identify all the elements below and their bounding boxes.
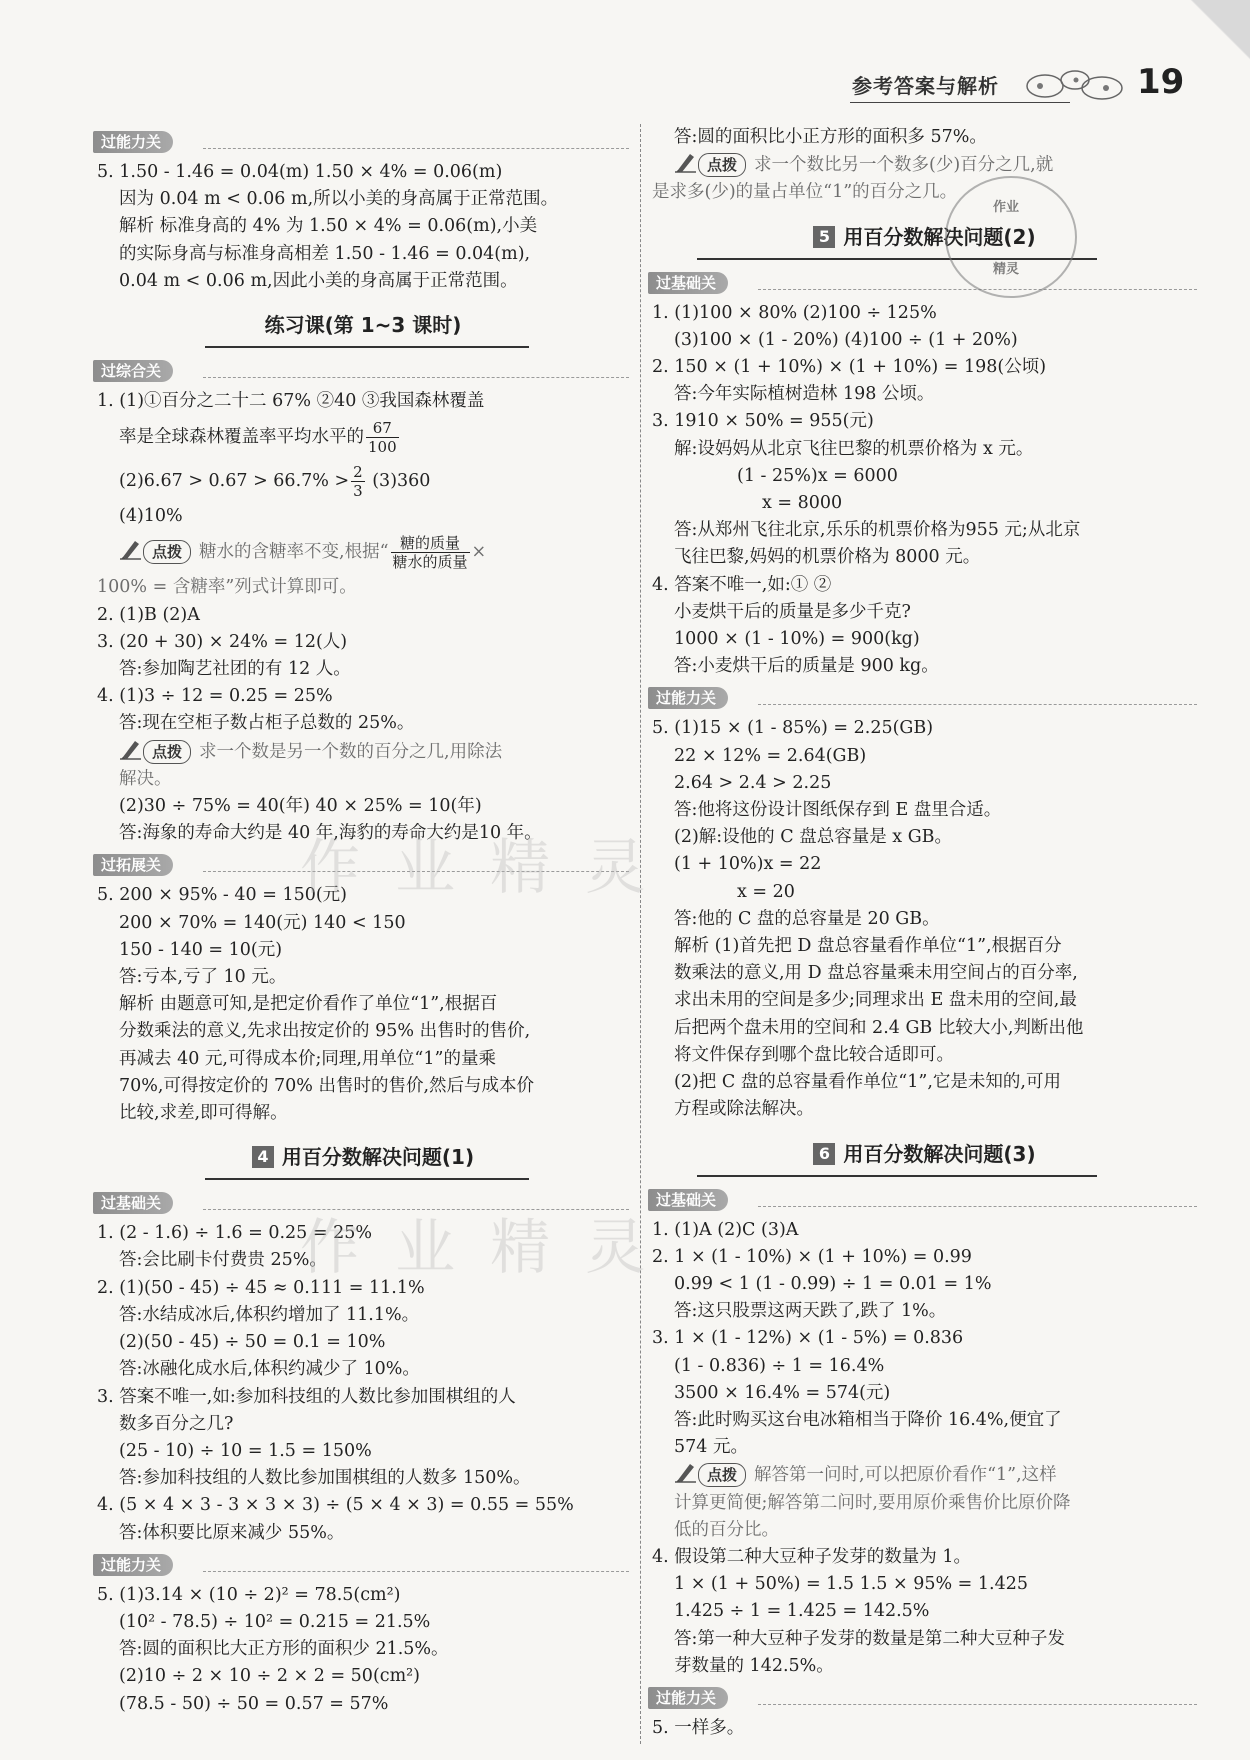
answer-line — [97, 213, 629, 240]
answer-text: 5. 200 × 95% - 40 = 150(元) — [97, 885, 347, 906]
lesson-number-badge: 6 — [813, 1143, 835, 1165]
answer-text: 小麦烘干后的质量是多少千克? — [674, 601, 911, 622]
answer-line — [652, 1407, 1197, 1434]
level-tag: 过基础关 — [93, 1192, 173, 1214]
section-title-label: 练习课(第 1~3 课时) — [264, 313, 462, 338]
answer-line — [97, 1520, 629, 1547]
tip-line — [97, 738, 629, 766]
answer-line — [97, 793, 629, 820]
answer-text: 3. 1910 × 50% = 955(元) — [652, 411, 874, 432]
fraction — [366, 419, 399, 456]
answer-text: 2. (1)B (2)A — [97, 604, 200, 625]
section-title-text — [97, 1137, 629, 1177]
dashed-rule — [203, 148, 629, 149]
answer-line — [652, 851, 1197, 878]
answer-line — [652, 1434, 1197, 1461]
watermark: 作 业 精 灵 — [300, 833, 654, 903]
lesson-number-badge: 4 — [252, 1146, 274, 1168]
answer-line — [652, 599, 1197, 626]
answer-line — [652, 490, 1197, 517]
answer-text: 1.425 ÷ 1 = 1.425 = 142.5% — [674, 1601, 930, 1622]
answer-text: x = 20 — [737, 881, 795, 902]
section-level-bar — [93, 128, 629, 155]
answer-text: 方程或除法解决。 — [674, 1099, 814, 1120]
answer-line — [652, 797, 1197, 824]
answer-line — [652, 1598, 1197, 1625]
answer-text: 答:他的 C 盘的总容量是 20 GB。 — [674, 908, 940, 929]
answer-text: 答:这只股票这两天跌了,跌了 1%。 — [674, 1301, 947, 1322]
dashed-rule — [203, 1571, 629, 1572]
answer-text: 答:第一种大豆种子发芽的数量是第二种大豆种子发 — [674, 1628, 1065, 1649]
section-title-text — [652, 217, 1197, 257]
section-level-bar — [648, 1186, 1197, 1213]
answer-text: (10² - 78.5) ÷ 10² = 0.215 = 21.5% — [119, 1611, 431, 1632]
answer-text: 3. 1 × (1 - 12%) × (1 - 5%) = 0.836 — [652, 1328, 964, 1349]
answer-line — [97, 1100, 629, 1127]
answer-line — [652, 408, 1197, 435]
section-title — [652, 1134, 1197, 1178]
answer-text: (1 - 0.836) ÷ 1 = 16.4% — [674, 1355, 885, 1376]
answer-text: 数乘法的意义,用 D 盘总容量乘未用空间占的百分率, — [674, 963, 1078, 984]
answer-text: 答:现在空柜子数占柜子总数的 25%。 — [119, 713, 415, 734]
answer-text: 4. (1)3 ÷ 12 = 0.25 = 25% — [97, 686, 333, 707]
answer-text: (3)100 × (1 - 20%) (4)100 ÷ (1 + 20%) — [674, 329, 1018, 350]
answer-line — [652, 436, 1197, 463]
answer-text: 1. (1)100 × 80% (2)100 ÷ 125% — [652, 302, 937, 323]
answer-line — [97, 1609, 629, 1636]
answer-text: 率是全球森林覆盖率平均水平的 — [119, 427, 364, 448]
page-number: 19 — [1137, 62, 1185, 102]
answer-text: 1000 × (1 - 10%) = 900(kg) — [674, 629, 920, 650]
page-corner — [1190, 0, 1250, 60]
answer-text: 答:小麦烘干后的质量是 900 kg。 — [674, 656, 939, 677]
section-title-label: 用百分数解决问题(1) — [281, 1145, 475, 1170]
level-tag: 过能力关 — [648, 1687, 728, 1709]
answer-text: x = 8000 — [762, 493, 843, 514]
tip-text: 解答第一问时,可以把原价看作“1”,这样 — [754, 1465, 1057, 1486]
answer-line — [652, 626, 1197, 653]
answer-line — [652, 933, 1197, 960]
answer-line — [97, 1329, 629, 1356]
fraction — [351, 463, 365, 500]
level-tag: 过基础关 — [648, 1189, 728, 1211]
answer-text: 的实际身高与标准身高相差 1.50 - 1.46 = 0.04(m), — [119, 243, 531, 264]
answer-text: (25 - 10) ÷ 10 = 1.5 = 150% — [119, 1440, 372, 1461]
answer-line — [97, 1073, 629, 1100]
answer-line — [97, 937, 629, 964]
fraction — [391, 534, 470, 571]
pencil-icon — [119, 538, 143, 560]
answer-line — [652, 1544, 1197, 1571]
answer-text: 答:从郑州飞往北京,乐乐的机票价格为955 元;从北京 — [674, 520, 1081, 541]
fraction-numerator: 2 — [353, 463, 363, 482]
section-level-bar — [648, 684, 1197, 711]
answer-text: 解析 (1)首先把 D 盘总容量看作单位“1”,根据百分 — [674, 936, 1062, 957]
answer-line — [97, 1636, 629, 1663]
answer-line — [652, 327, 1197, 354]
answer-line — [97, 159, 629, 186]
answer-line — [652, 179, 1197, 206]
answer-line — [97, 1465, 629, 1492]
answer-line — [97, 1582, 629, 1609]
answer-text: 答:今年实际植树造林 198 公顷。 — [674, 384, 935, 405]
answer-line — [97, 415, 629, 459]
answer-line — [97, 241, 629, 268]
answer-line — [652, 1715, 1197, 1742]
answer-text: 1 × (1 + 50%) = 1.5 1.5 × 95% = 1.425 — [674, 1574, 1028, 1595]
section-level-bar — [648, 1684, 1197, 1711]
level-tag: 过拓展关 — [93, 854, 173, 876]
answer-line — [652, 1298, 1197, 1325]
section-title-text — [652, 1134, 1197, 1174]
answer-line — [97, 1411, 629, 1438]
answer-line — [97, 1691, 629, 1718]
tip-text-after: × — [471, 542, 487, 563]
fraction-denominator: 3 — [353, 482, 363, 501]
level-tag: 过基础关 — [648, 272, 728, 294]
answer-text: 5. 1.50 - 1.46 = 0.04(m) 1.50 × 4% = 0.06(m) — [97, 162, 503, 182]
answer-line — [652, 1069, 1197, 1096]
answer-text: 4. 假设第二种大豆种子发芽的数量为 1。 — [652, 1546, 971, 1567]
section-title-label: 用百分数解决问题(2) — [843, 224, 1036, 249]
answer-text: 数多百分之几? — [119, 1413, 234, 1434]
pencil-icon — [119, 738, 143, 760]
answer-text: 150 - 140 = 10(元) — [119, 939, 283, 960]
tip-label: 点拨 — [698, 153, 746, 177]
answer-text: 0.04 m < 0.06 m,因此小美的身高属于正常范围。 — [119, 270, 518, 291]
answer-line — [652, 879, 1197, 906]
answer-text: 1. (2 - 1.6) ÷ 1.6 = 0.25 = 25% — [97, 1223, 372, 1244]
fraction-numerator: 糖的质量 — [391, 534, 470, 553]
section-title-rule — [697, 1175, 1097, 1177]
answer-text: 答:冰融化成水后,体积约减少了 10%。 — [119, 1359, 420, 1380]
answer-text: (2)解:设他的 C 盘总容量是 x GB。 — [674, 827, 953, 848]
answer-line — [97, 964, 629, 991]
answer-text-after: (3)360 — [366, 471, 431, 492]
section-title-rule — [205, 1178, 529, 1180]
answer-line — [652, 1217, 1197, 1244]
answer-line — [97, 910, 629, 937]
answer-text: (1 + 10%)x = 22 — [674, 854, 822, 875]
answer-line — [97, 683, 629, 710]
watermark: 作 业 精 灵 — [300, 1213, 654, 1283]
dashed-rule — [758, 704, 1197, 705]
answer-text: 再减去 40 元,可得成本价;同理,用单位“1”的量乘 — [119, 1048, 496, 1069]
answer-line — [652, 1244, 1197, 1271]
tip-label: 点拨 — [698, 1463, 746, 1487]
answer-text: 2.64 > 2.4 > 2.25 — [674, 772, 832, 793]
answer-line — [652, 517, 1197, 544]
answer-text: 答:水结成冰后,体积约增加了 11.1%。 — [119, 1304, 420, 1325]
answer-text: 比较,求差,即可得解。 — [119, 1103, 288, 1124]
answer-line — [652, 1271, 1197, 1298]
answer-line — [97, 1492, 629, 1519]
tip-text: 糖水的含糖率不变,根据“ — [199, 542, 389, 563]
section-level-bar — [93, 357, 629, 384]
section-title-rule — [205, 346, 529, 348]
answer-line — [652, 544, 1197, 571]
column-divider — [640, 124, 641, 1744]
fraction-denominator: 100 — [368, 438, 397, 457]
answer-line — [652, 824, 1197, 851]
answer-text: 将文件保存到哪个盘比较合适即可。 — [674, 1044, 954, 1065]
answer-text: (2)(50 - 45) ÷ 50 = 0.1 = 10% — [119, 1332, 386, 1353]
dashed-rule — [203, 377, 629, 378]
answer-line — [652, 463, 1197, 490]
answer-line — [652, 354, 1197, 381]
answer-text: 答:会比刷卡付费贵 25%。 — [119, 1250, 327, 1271]
answer-text: 解决。 — [119, 768, 172, 789]
answer-text: 0.99 < 1 (1 - 0.99) ÷ 1 = 0.01 = 1% — [674, 1273, 992, 1294]
answer-line — [97, 1046, 629, 1073]
answer-text: (1 - 25%)x = 6000 — [737, 465, 898, 486]
stamp-seal — [945, 176, 1077, 298]
answer-text: 芽数量的 142.5%。 — [674, 1655, 834, 1676]
cloud-doodle-icon — [1020, 66, 1130, 106]
answer-text: 100% = 含糖率”列式计算即可。 — [97, 577, 357, 598]
tip-line — [652, 151, 1197, 179]
answer-text: (2)6.67 > 0.67 > 66.7% > — [119, 471, 350, 492]
answer-text: 3. (20 + 30) × 24% = 12(人) — [97, 631, 348, 652]
answer-line — [652, 653, 1197, 680]
section-title-label: 用百分数解决问题(3) — [843, 1141, 1036, 1166]
lesson-number-badge: 5 — [813, 226, 835, 248]
answer-text: 解:设妈妈从北京飞往巴黎的机票价格为 x 元。 — [674, 438, 1034, 459]
answer-line — [97, 503, 629, 530]
answer-line — [652, 1626, 1197, 1653]
answer-line — [97, 656, 629, 683]
answer-line — [97, 1018, 629, 1045]
answer-text: 2. (1)(50 - 45) ÷ 45 ≈ 0.111 = 11.1% — [97, 1277, 425, 1298]
left-column — [97, 124, 629, 1718]
answer-line — [652, 1517, 1197, 1544]
section-level-bar — [93, 1551, 629, 1578]
answer-text: 3500 × 16.4% = 574(元) — [674, 1382, 891, 1403]
answer-line — [652, 770, 1197, 797]
answer-line — [652, 1380, 1197, 1407]
answer-line — [97, 602, 629, 629]
answer-line — [97, 1663, 629, 1690]
answer-text: 574 元。 — [674, 1437, 748, 1458]
answer-line — [652, 1042, 1197, 1069]
answer-text: 计算更简便;解答第二问时,要用原价乘售价比原价降 — [674, 1492, 1071, 1513]
answer-line — [652, 1096, 1197, 1123]
dashed-rule — [758, 1704, 1197, 1705]
answer-line — [652, 1571, 1197, 1598]
fraction-numerator: 67 — [366, 419, 399, 438]
level-tag: 过能力关 — [93, 131, 173, 153]
answer-line — [652, 381, 1197, 408]
answer-text: 后把两个盘未用的空间和 2.4 GB 比较大小,判断出他 — [674, 1017, 1084, 1038]
answer-text: 4. (5 × 4 × 3 - 3 × 3 × 3) ÷ (5 × 4 × 3) = 0.55 = 55% — [97, 1495, 574, 1516]
answer-text: 答:圆的面积比大正方形的面积少 21.5%。 — [119, 1639, 449, 1660]
stamp-text-top: 作业 — [993, 200, 1020, 215]
answer-text: (2)把 C 盘的总容量看作单位“1”,它是未知的,可用 — [674, 1072, 1061, 1093]
answer-text: (4)10% — [119, 506, 183, 527]
answer-line — [97, 991, 629, 1018]
fraction-denominator: 糖水的质量 — [392, 553, 468, 572]
level-tag: 过能力关 — [93, 1554, 173, 1576]
answer-text: 答:海象的寿命大约是 40 年,海豹的寿命大约是10 年。 — [119, 823, 542, 844]
answer-text: 2. 1 × (1 - 10%) × (1 + 10%) = 0.99 — [652, 1246, 972, 1267]
answer-line — [652, 1325, 1197, 1352]
answer-text: 答:他将这份设计图纸保存到 E 盘里合适。 — [674, 800, 1002, 821]
stamp-text-bottom: 精灵 — [993, 262, 1020, 277]
answer-text: 4. 答案不唯一,如:① ② — [652, 574, 832, 595]
answer-text: 飞往巴黎,妈妈的机票价格为 8000 元。 — [674, 547, 981, 568]
answer-line — [652, 987, 1197, 1014]
answer-line — [652, 960, 1197, 987]
tip-text: 求一个数是另一个数的百分之几,用除法 — [199, 741, 503, 762]
answer-line — [652, 715, 1197, 742]
answer-line — [652, 1015, 1197, 1042]
section-title — [652, 217, 1197, 261]
tip-line — [97, 530, 629, 574]
answer-text: 解析 标准身高的 4% 为 1.50 × 4% = 0.06(m),小美 — [119, 216, 538, 237]
tip-text: 求一个数比另一个数多(少)百分之几,就 — [754, 155, 1054, 176]
section-title — [97, 1137, 629, 1181]
level-tag: 过能力关 — [648, 687, 728, 709]
answer-text: 5. 一样多。 — [652, 1717, 745, 1738]
answer-line — [652, 743, 1197, 770]
answer-line — [97, 710, 629, 737]
section-title-text — [97, 305, 629, 345]
answer-text: 答:此时购买这台电冰箱相当于降价 16.4%,便宜了 — [674, 1409, 1062, 1430]
answer-line — [652, 124, 1197, 151]
answer-text: 解析 由题意可知,是把定价看作了单位“1”,根据百 — [119, 994, 498, 1015]
answer-line — [652, 1653, 1197, 1680]
answer-text: 70%,可得按定价的 70% 出售时的售价,然后与成本价 — [119, 1075, 535, 1096]
answer-text: 1. (1)①百分之二十二 67% ②40 ③我国森林覆盖 — [97, 391, 485, 412]
section-title — [97, 305, 629, 349]
answer-text: 因为 0.04 m < 0.06 m,所以小美的身高属于正常范围。 — [119, 189, 559, 210]
answer-text: 答:参加陶艺社团的有 12 人。 — [119, 659, 351, 680]
answer-line — [652, 1353, 1197, 1380]
answer-text: 5. (1)15 × (1 - 85%) = 2.25(GB) — [652, 718, 934, 739]
answer-line — [97, 1356, 629, 1383]
answer-text: 低的百分比。 — [674, 1519, 779, 1540]
answer-text: 5. (1)3.14 × (10 ÷ 2)² = 78.5(cm²) — [97, 1584, 401, 1605]
tip-line — [652, 1461, 1197, 1489]
tip-label: 点拨 — [143, 740, 191, 764]
tip-label: 点拨 — [143, 540, 191, 564]
answer-text: 2. 150 × (1 + 10%) × (1 + 10%) = 198(公顷) — [652, 357, 1047, 378]
page-header — [820, 66, 1160, 106]
right-column — [652, 124, 1197, 1742]
pencil-icon — [674, 1461, 698, 1483]
answer-line — [97, 388, 629, 415]
answer-line — [97, 268, 629, 295]
answer-line — [97, 1438, 629, 1465]
answer-text: 3. 答案不唯一,如:参加科技组的人数比参加围棋组的人 — [97, 1386, 516, 1407]
answer-text: 答:参加科技组的人数比参加围棋组的人数多 150%。 — [119, 1468, 531, 1489]
answer-line — [97, 766, 629, 793]
answer-line — [97, 186, 629, 213]
level-tag: 过综合关 — [93, 360, 173, 382]
answer-text: 22 × 12% = 2.64(GB) — [674, 745, 867, 766]
answer-line — [97, 629, 629, 656]
answer-line — [652, 572, 1197, 599]
answer-line — [97, 459, 629, 503]
answer-text: (2)30 ÷ 75% = 40(年) 40 × 25% = 10(年) — [119, 796, 482, 817]
answer-text: 200 × 70% = 140(元) 140 < 150 — [119, 912, 406, 933]
pencil-icon — [674, 151, 698, 173]
answer-line — [97, 1384, 629, 1411]
answer-line — [97, 574, 629, 601]
answer-line — [652, 1490, 1197, 1517]
answer-line — [652, 906, 1197, 933]
header-title: 参考答案与解析 — [852, 74, 999, 98]
answer-text: 分数乘法的意义,先求出按定价的 95% 出售时的售价, — [119, 1021, 531, 1042]
answer-line — [97, 1302, 629, 1329]
answer-text: 求出未用的空间是多少;同理求出 E 盘未用的空间,最 — [674, 990, 1077, 1011]
dashed-rule — [758, 1206, 1197, 1207]
answer-text: (78.5 - 50) ÷ 50 = 0.57 = 57% — [119, 1693, 389, 1714]
answer-text: 答:体积要比原来减少 55%。 — [119, 1522, 345, 1543]
section-level-bar — [648, 269, 1197, 296]
answer-text: 答:圆的面积比小正方形的面积多 57%。 — [674, 127, 987, 147]
answer-text: (2)10 ÷ 2 × 10 ÷ 2 × 2 = 50(cm²) — [119, 1666, 421, 1687]
answer-text: 1. (1)A (2)C (3)A — [652, 1219, 799, 1240]
answer-text: 是求多(少)的量占单位“1”的百分之几。 — [652, 182, 958, 203]
answer-line — [652, 300, 1197, 327]
answer-text: 答:亏本,亏了 10 元。 — [119, 967, 287, 988]
